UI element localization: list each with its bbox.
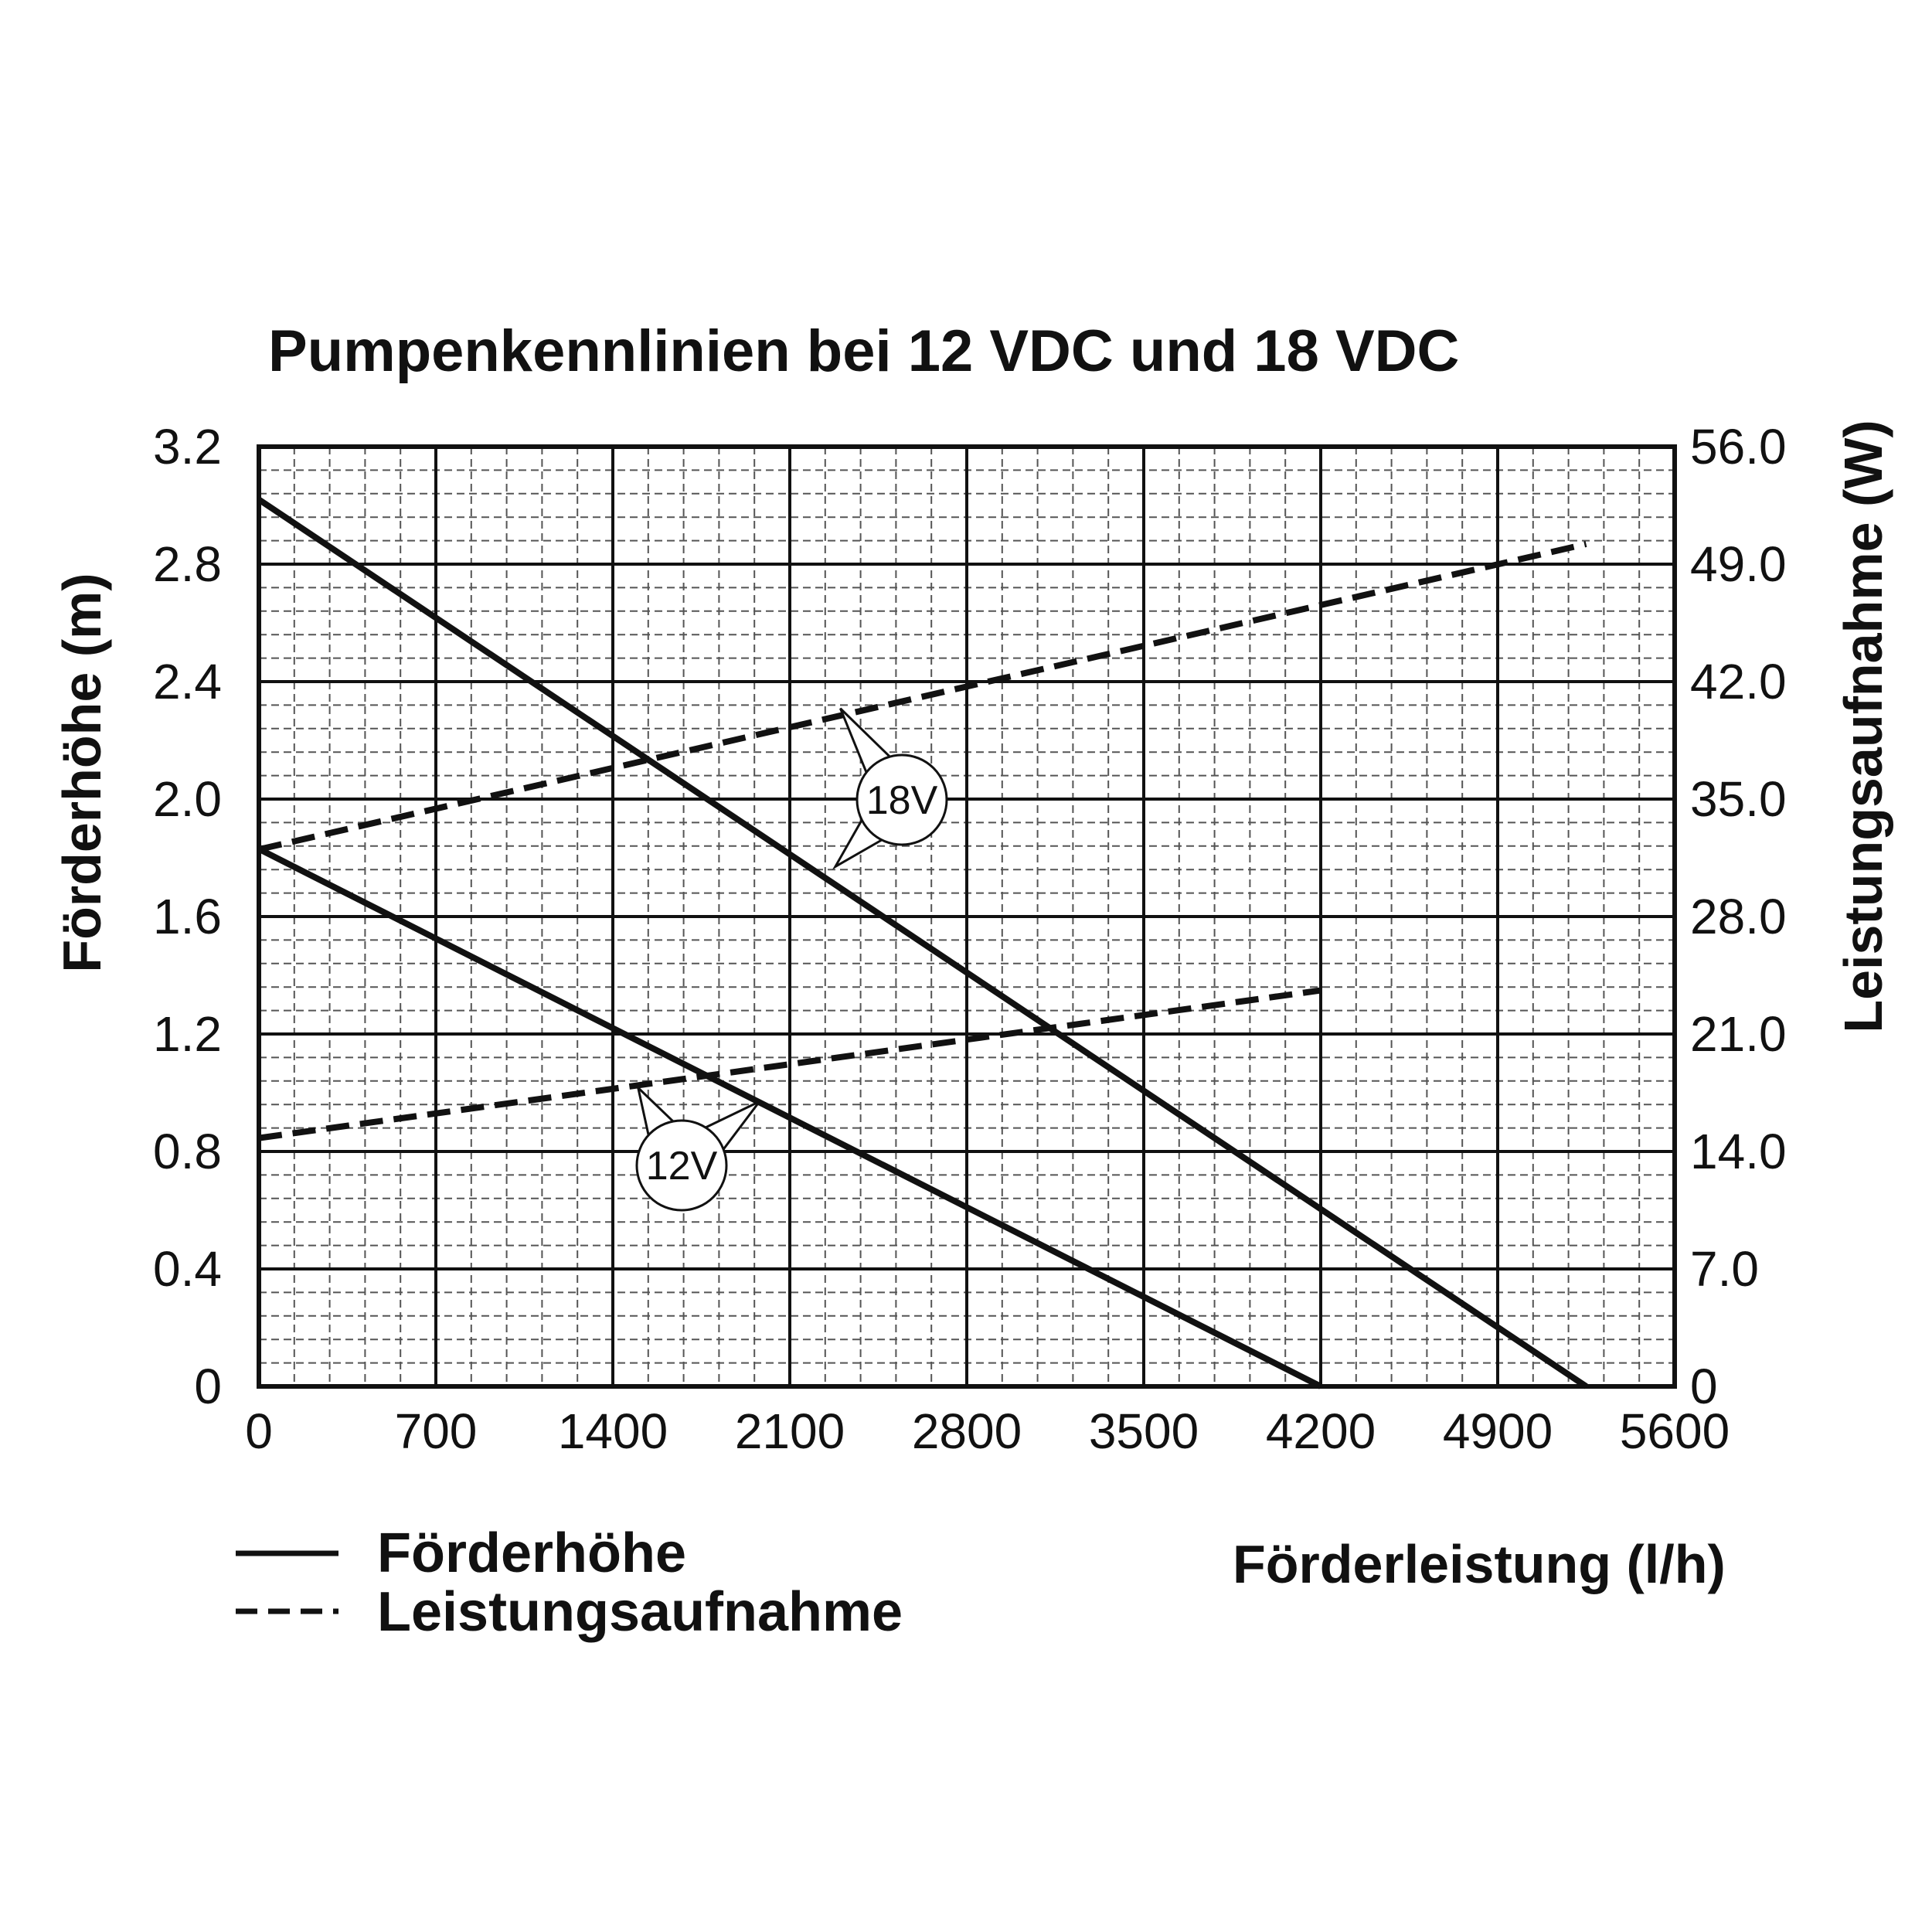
callout-label: 12V xyxy=(645,1144,718,1189)
y-right-axis-title: Leistungsaufnahme (W) xyxy=(1833,420,1893,1033)
left-axis-tick-labels xyxy=(153,419,222,1414)
x-tick-label: 5600 xyxy=(1619,1403,1730,1459)
y-left-tick-label: 0.8 xyxy=(153,1124,222,1179)
y-right-tick-label: 42.0 xyxy=(1690,654,1787,709)
chart-title: Pumpenkennlinien bei 12 VDC und 18 VDC xyxy=(268,318,1460,384)
x-axis-tick-labels xyxy=(245,1403,1730,1459)
y-left-tick-label: 0 xyxy=(194,1359,222,1414)
y-right-tick-label: 35.0 xyxy=(1690,771,1787,827)
x-tick-label: 4900 xyxy=(1442,1403,1553,1459)
y-right-tick-label: 14.0 xyxy=(1690,1124,1787,1179)
legend-label-leistungsaufnahme: Leistungsaufnahme xyxy=(377,1581,903,1643)
y-right-tick-label: 0 xyxy=(1690,1359,1718,1414)
y-left-tick-label: 0.4 xyxy=(153,1241,222,1297)
y-right-tick-label: 21.0 xyxy=(1690,1006,1787,1062)
y-left-tick-label: 2.8 xyxy=(153,536,222,592)
y-left-tick-label: 1.2 xyxy=(153,1006,222,1062)
x-tick-label: 700 xyxy=(394,1403,478,1459)
x-tick-label: 2100 xyxy=(734,1403,845,1459)
y-left-tick-label: 2.4 xyxy=(153,654,222,709)
legend-label-foerderhoehe: Förderhöhe xyxy=(377,1522,687,1584)
y-left-axis-title: Förderhöhe (m) xyxy=(52,573,112,973)
x-axis-title: Förderleistung (l/h) xyxy=(1233,1534,1726,1594)
y-left-tick-label: 3.2 xyxy=(153,419,222,474)
y-right-tick-label: 56.0 xyxy=(1690,419,1787,474)
x-tick-label: 4200 xyxy=(1265,1403,1376,1459)
y-right-tick-label: 49.0 xyxy=(1690,536,1787,592)
callout-label: 18V xyxy=(866,778,938,823)
y-right-tick-label: 28.0 xyxy=(1690,889,1787,944)
x-tick-label: 0 xyxy=(245,1403,273,1459)
y-right-tick-label: 7.0 xyxy=(1690,1241,1759,1297)
x-tick-label: 2800 xyxy=(911,1403,1022,1459)
y-left-tick-label: 2.0 xyxy=(153,771,222,827)
x-tick-label: 1400 xyxy=(557,1403,668,1459)
y-left-tick-label: 1.6 xyxy=(153,889,222,944)
x-tick-label: 3500 xyxy=(1088,1403,1199,1459)
